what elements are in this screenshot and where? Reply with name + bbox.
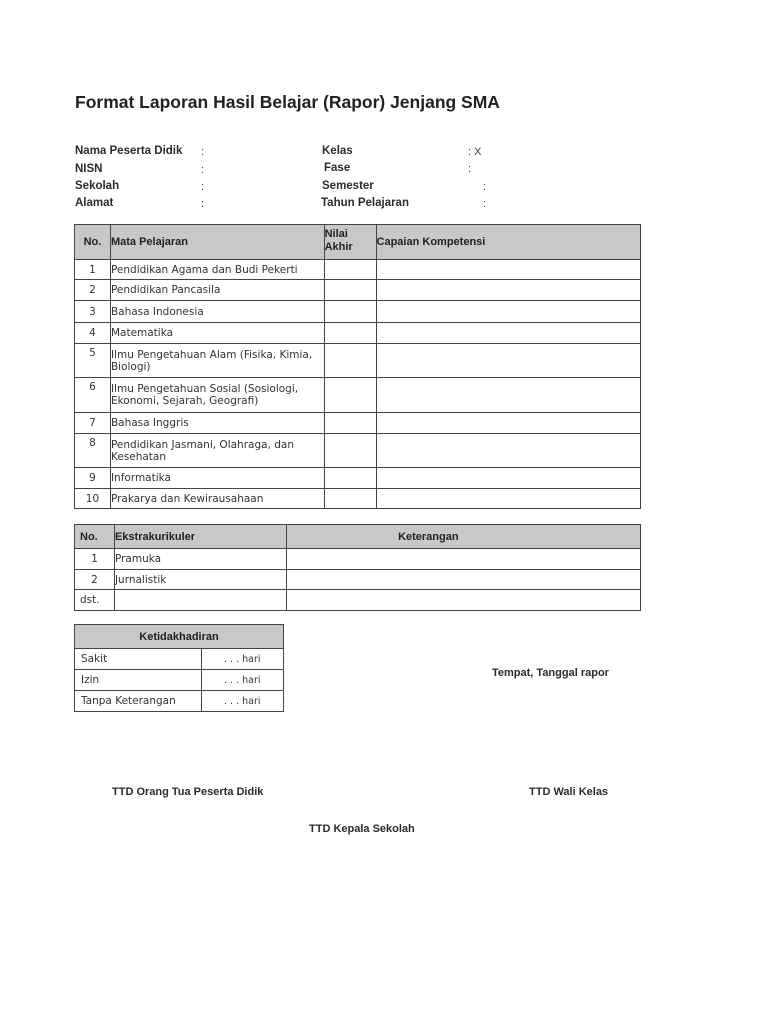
identity-colon: : (483, 198, 487, 210)
subjects-table (74, 224, 641, 509)
row-number: 1 (75, 549, 115, 570)
identity-colon: : (201, 146, 205, 158)
row-number: 8 (75, 434, 111, 468)
competency-cell[interactable] (376, 323, 640, 344)
table-row (75, 413, 641, 434)
absence-value[interactable]: . . . hari (201, 691, 283, 712)
table-row (75, 549, 641, 570)
row-number: 3 (75, 301, 111, 323)
identity-label: NISN (75, 163, 103, 175)
table-header-row (75, 525, 641, 549)
score-cell[interactable] (324, 378, 376, 413)
absence-label: Sakit (75, 649, 202, 670)
subject-name: Matematika (110, 323, 324, 344)
identity-label: Alamat (75, 197, 114, 209)
table-row (75, 378, 641, 413)
extracurricular-table (74, 524, 641, 611)
competency-cell[interactable] (376, 280, 640, 301)
identity-label: Nama Peserta Didik (75, 145, 183, 157)
subject-name: Pendidikan Agama dan Budi Pekerti (110, 260, 324, 280)
header-score: Nilai Akhir (324, 225, 376, 260)
identity-label: Sekolah (75, 180, 120, 192)
table-row (75, 691, 284, 712)
identity-label: Kelas (322, 145, 353, 157)
table-row (75, 434, 641, 468)
identity-colon: : X (468, 146, 482, 158)
score-cell[interactable] (324, 323, 376, 344)
row-number: 2 (75, 570, 115, 590)
competency-cell[interactable] (376, 260, 640, 280)
identity-colon: : (483, 181, 487, 193)
identity-colon: : (201, 198, 205, 210)
score-cell[interactable] (324, 260, 376, 280)
score-cell[interactable] (324, 468, 376, 489)
header-activity: Ekstrakurikuler (114, 525, 286, 549)
identity-colon: : (201, 164, 205, 176)
score-cell[interactable] (324, 434, 376, 468)
activity-name: Pramuka (114, 549, 286, 570)
identity-label: Fase (324, 162, 351, 174)
score-cell[interactable] (324, 489, 376, 509)
subject-name: Ilmu Pengetahuan Alam (Fisika, Kimia, Biologi) (110, 344, 324, 378)
identity-colon: : (468, 163, 472, 175)
competency-cell[interactable] (376, 434, 640, 468)
row-number: dst. (75, 590, 115, 611)
score-cell[interactable] (324, 344, 376, 378)
score-cell[interactable] (324, 280, 376, 301)
header-note: Keterangan (286, 525, 640, 549)
subject-name: Pendidikan Jasmani, Olahraga, dan Kesehatan (110, 434, 324, 468)
principal-signature-label: TTD Kepala Sekolah (309, 823, 415, 835)
table-header-row (75, 625, 284, 649)
table-row (75, 489, 641, 509)
competency-cell[interactable] (376, 468, 640, 489)
table-row (75, 260, 641, 280)
row-number: 10 (75, 489, 111, 509)
row-number: 1 (75, 260, 111, 280)
absence-value[interactable]: . . . hari (201, 649, 283, 670)
note-cell[interactable] (286, 570, 640, 590)
row-number: 5 (75, 344, 111, 378)
subject-name: Bahasa Indonesia (110, 301, 324, 323)
header-no: No. (75, 225, 111, 260)
absence-table (74, 624, 284, 712)
subject-name: Bahasa Inggris (110, 413, 324, 434)
table-row (75, 670, 284, 691)
identity-label: Tahun Pelajaran (321, 197, 409, 209)
row-number: 2 (75, 280, 111, 301)
identity-colon: : (201, 181, 205, 193)
table-row (75, 344, 641, 378)
competency-cell[interactable] (376, 378, 640, 413)
table-row (75, 280, 641, 301)
absence-label: Tanpa Keterangan (75, 691, 202, 712)
absence-header: Ketidakhadiran (75, 625, 284, 649)
subject-name: Informatika (110, 468, 324, 489)
table-row (75, 468, 641, 489)
note-cell[interactable] (286, 549, 640, 570)
table-row (75, 323, 641, 344)
table-row (75, 590, 641, 611)
header-no: No. (75, 525, 115, 549)
activity-name: Jurnalistik (114, 570, 286, 590)
place-date-label: Tempat, Tanggal rapor (492, 667, 609, 679)
score-cell[interactable] (324, 413, 376, 434)
table-row (75, 301, 641, 323)
row-number: 9 (75, 468, 111, 489)
homeroom-signature-label: TTD Wali Kelas (529, 786, 609, 798)
table-row (75, 570, 641, 590)
score-cell[interactable] (324, 301, 376, 323)
competency-cell[interactable] (376, 489, 640, 509)
page-title: Format Laporan Hasil Belajar (Rapor) Jenjang SMA (75, 92, 500, 112)
table-row (75, 649, 284, 670)
subject-name: Pendidikan Pancasila (110, 280, 324, 301)
absence-value[interactable]: . . . hari (201, 670, 283, 691)
table-header-row (75, 225, 641, 260)
row-number: 6 (75, 378, 111, 413)
subject-name: Prakarya dan Kewirausahaan (110, 489, 324, 509)
header-competency: Capaian Kompetensi (376, 225, 640, 260)
header-subject: Mata Pelajaran (110, 225, 324, 260)
activity-name[interactable] (114, 590, 286, 611)
subject-name: Ilmu Pengetahuan Sosial (Sosiologi, Ekonomi, Sejarah, Geografi) (110, 378, 324, 413)
competency-cell[interactable] (376, 413, 640, 434)
identity-label: Semester (322, 180, 374, 192)
note-cell[interactable] (286, 590, 640, 611)
row-number: 4 (75, 323, 111, 344)
parent-signature-label: TTD Orang Tua Peserta Didik (112, 786, 264, 798)
absence-label: Izin (75, 670, 202, 691)
competency-cell[interactable] (376, 301, 640, 323)
row-number: 7 (75, 413, 111, 434)
competency-cell[interactable] (376, 344, 640, 378)
